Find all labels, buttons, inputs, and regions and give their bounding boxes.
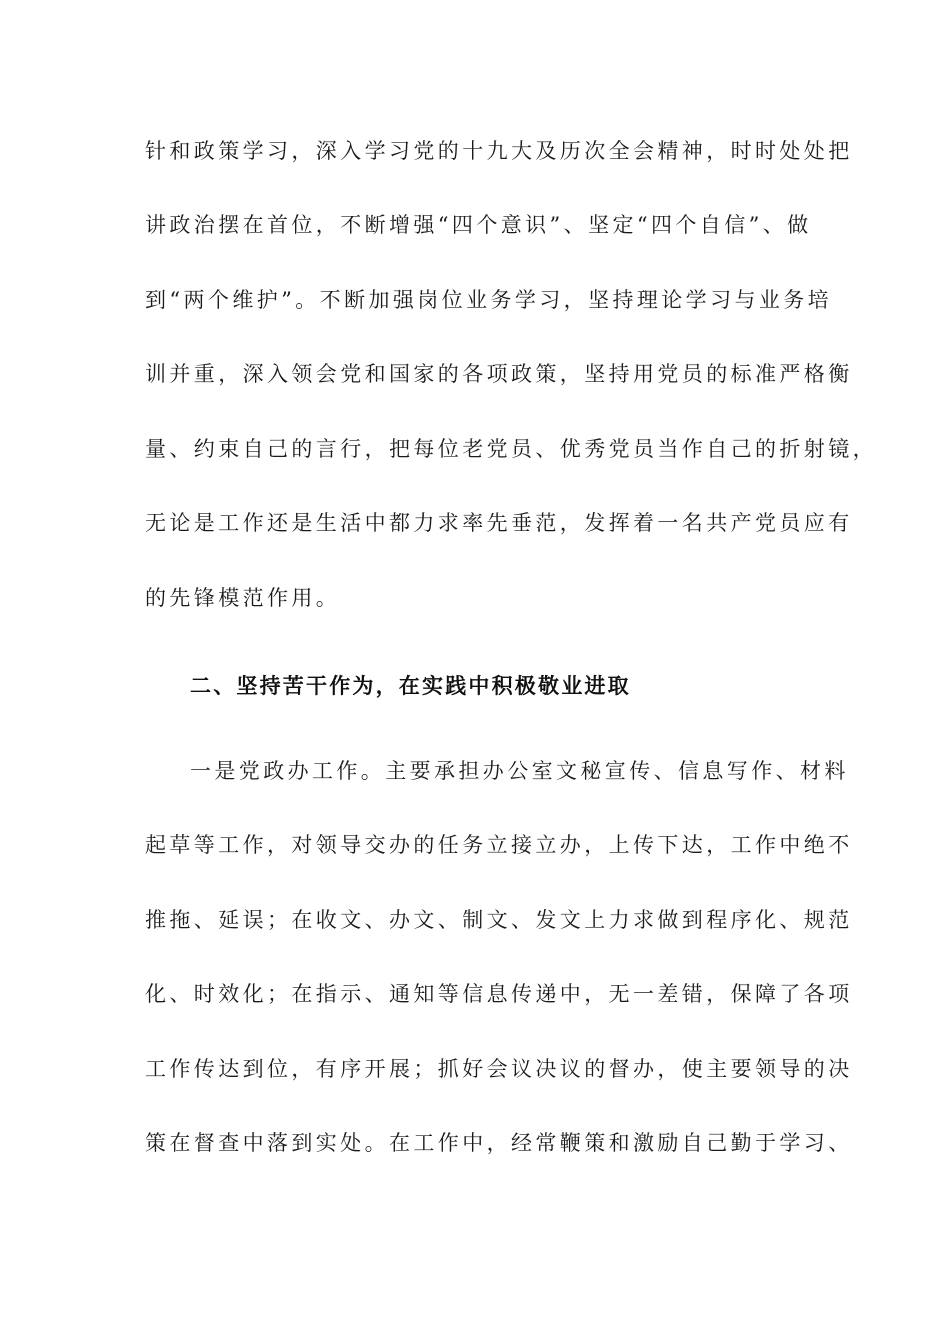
paragraph-2-line-5: 工作传达到位，有序开展；抓好会议决议的督办，使主要领导的决 (145, 1057, 853, 1081)
paragraph-1-line-1: 针和政策学习，深入学习党的十九大及历次全会精神，时时处处把 (145, 139, 853, 163)
paragraph-2-line-4: 化、时效化；在指示、通知等信息传递中，无一差错，保障了各项 (145, 982, 853, 1006)
paragraph-1-line-4: 训并重，深入领会党和国家的各项政策，坚持用党员的标准严格衡 (145, 362, 853, 386)
section-heading: 二、坚持苦干作为，在实践中积极敬业进取 (190, 674, 631, 698)
paragraph-2-line-6: 策在督查中落到实处。在工作中，经常鞭策和激励自己勤于学习、 (145, 1131, 853, 1155)
paragraph-2-line-2: 起草等工作，对领导交办的任务立接立办，上传下达，工作中绝不 (145, 833, 853, 857)
paragraph-1-line-7: 的先锋模范作用。 (145, 586, 341, 610)
paragraph-2-line-1: 一是党政办工作。主要承担办公室文秘宣传、信息写作、材料 (190, 759, 849, 783)
paragraph-1-line-5: 量、约束自己的言行，把每位老党员、优秀党员当作自己的折射镜， (145, 437, 877, 461)
paragraph-1-line-6: 无论是工作还是生活中都力求率先垂范，发挥着一名共产党员应有 (145, 511, 853, 535)
paragraph-1-line-2: 讲政治摆在首位，不断增强“四个意识”、坚定“四个自信”、做 (145, 213, 812, 237)
paragraph-1-line-3: 到“两个维护”。不断加强岗位业务学习，坚持理论学习与业务培 (145, 288, 833, 312)
paragraph-2-line-3: 推拖、延误；在收文、办文、制文、发文上力求做到程序化、规范 (145, 908, 853, 932)
